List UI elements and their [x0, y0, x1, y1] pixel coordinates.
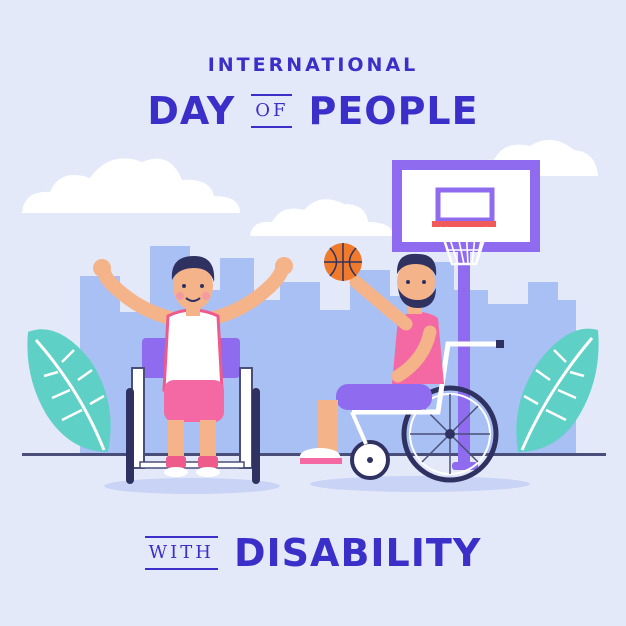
title-with: WITH	[145, 536, 218, 570]
title-international: INTERNATIONAL	[207, 54, 419, 76]
title-bottom-row	[0, 528, 626, 578]
cloud-left	[22, 158, 240, 213]
cloud-middle	[250, 199, 394, 236]
title-people: PEOPLE	[308, 89, 479, 133]
title-of: OF	[251, 94, 292, 128]
title-disability: DISABILITY	[233, 531, 482, 575]
title-day: DAY	[147, 89, 236, 133]
